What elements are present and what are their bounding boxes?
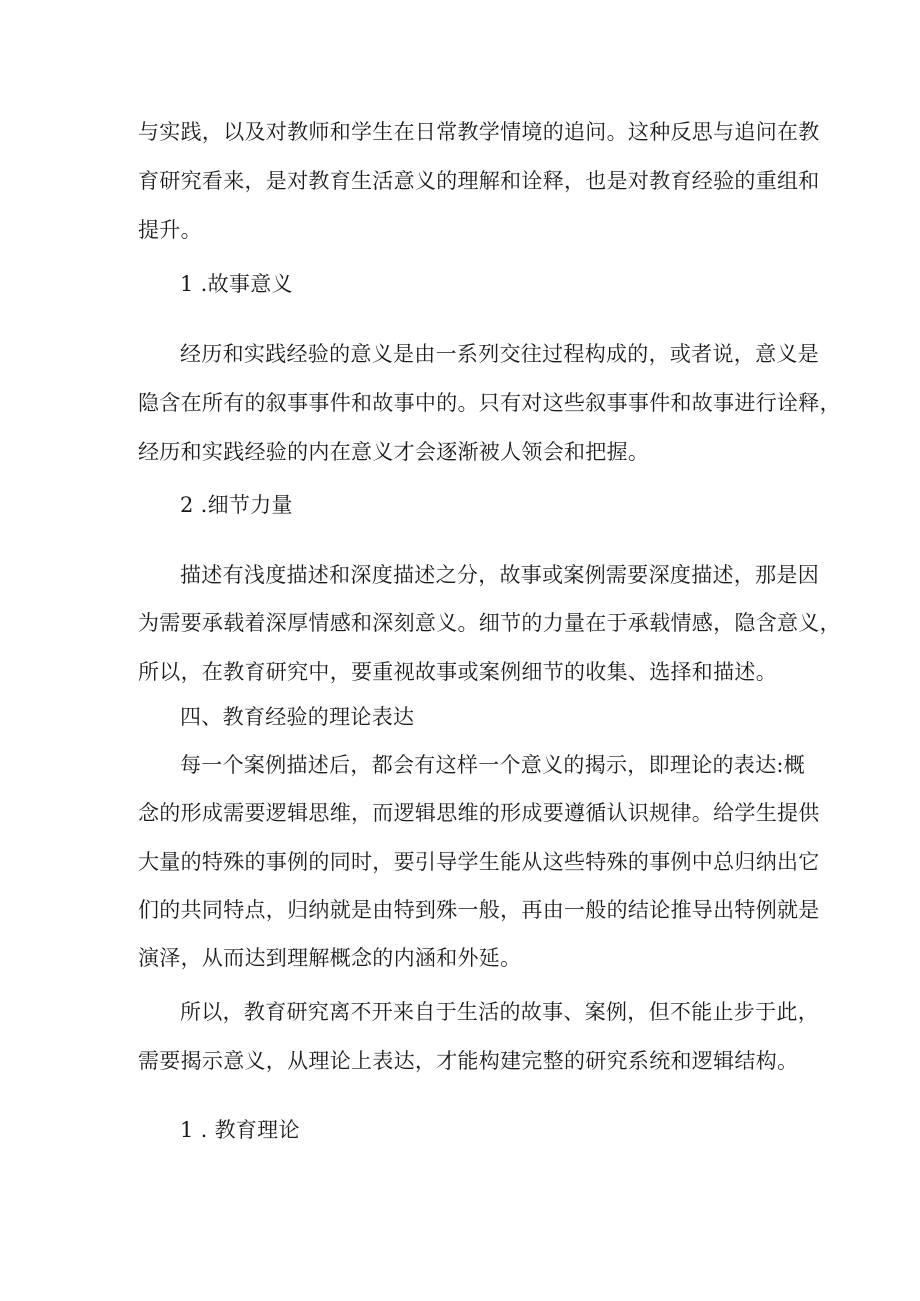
para2-line-3: 经历和实践经验的内在意义才会逐渐被人领会和把握。 xyxy=(138,440,650,464)
heading-story-meaning: 1 .故事意义 xyxy=(180,272,293,296)
para5-line-1: 所以，教育研究离不开来自于生活的故事、案例，但不能止步于此， xyxy=(180,1000,819,1024)
para3-line-1: 描述有浅度描述和深度描述之分，故事或案例需要深度描述，那是因 xyxy=(180,563,819,587)
para1-line-2: 育研究看来，是对教育生活意义的理解和诠释，也是对教育经验的重组和 xyxy=(138,169,820,193)
para1-line-3: 提升。 xyxy=(138,218,202,242)
section-theory-expression: 四、教育经验的理论表达 xyxy=(180,705,415,729)
para1-line-1: 与实践，以及对教师和学生在日常教学情境的追问。这种反思与追问在教 xyxy=(138,120,820,144)
para4-line-2: 念的形成需要逻辑思维，而逻辑思维的形成要遵循认识规律。给学生提供 xyxy=(138,801,820,825)
heading-education-theory: 1 . 教育理论 xyxy=(180,1118,300,1142)
para3-line-3: 所以，在教育研究中，要重视故事或案例细节的收集、选择和描述。 xyxy=(138,660,777,684)
para4-line-3: 大量的特殊的事例的同时，要引导学生能从这些特殊的事例中总归纳出它 xyxy=(138,850,820,874)
heading-detail-power: 2 .细节力量 xyxy=(180,493,293,517)
para4-line-1: 每一个案例描述后，都会有这样一个意义的揭示，即理论的表达:概 xyxy=(180,753,806,777)
para3-line-2: 为需要承载着深厚情感和深刻意义。细节的力量在于承载情感，隐含意义， xyxy=(138,611,841,635)
para2-line-2: 隐含在所有的叙事事件和故事中的。只有对这些叙事事件和故事进行诠释， xyxy=(138,391,841,415)
para5-line-2: 需要揭示意义，从理论上表达，才能构建完整的研究系统和逻辑结构。 xyxy=(138,1049,799,1073)
para4-line-5: 演泽，从而达到理解概念的内涵和外延。 xyxy=(138,946,522,970)
para2-line-1: 经历和实践经验的意义是由一系列交往过程构成的，或者说，意义是 xyxy=(180,342,819,366)
para4-line-4: 们的共同特点，归纳就是由特到殊一般，再由一般的结论推导出特例就是 xyxy=(138,898,820,922)
